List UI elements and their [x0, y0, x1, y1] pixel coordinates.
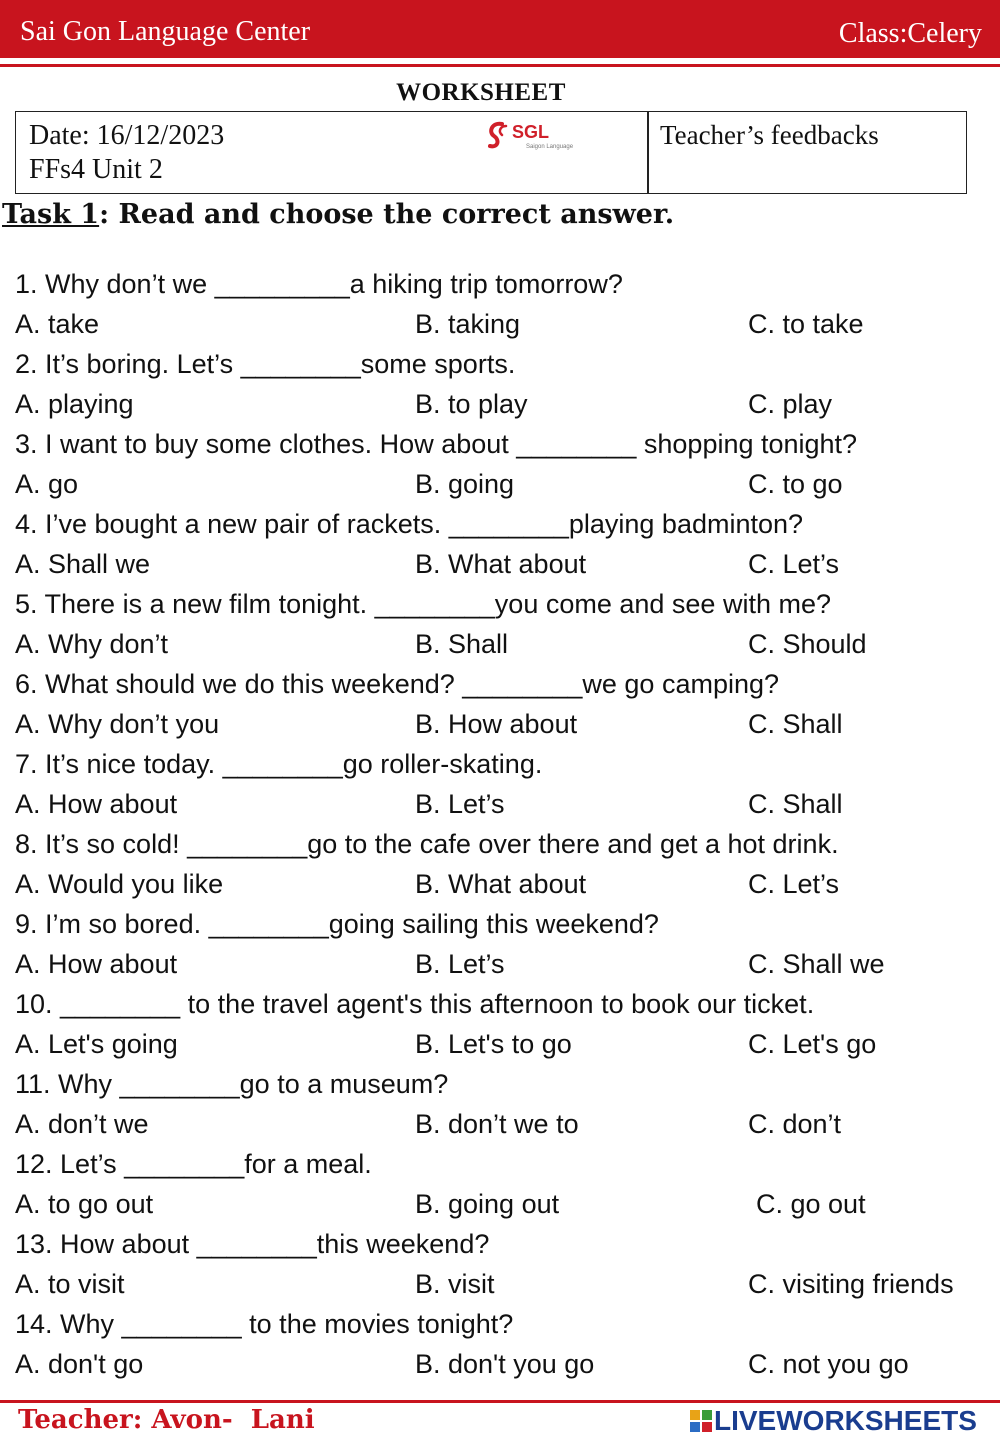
question-text: 3. I want to buy some clothes. How about ________ shopping tonight?: [15, 429, 858, 459]
worksheet-title: WORKSHEET: [396, 79, 566, 106]
info-box: [15, 111, 967, 194]
option-b[interactable]: B. going: [415, 469, 515, 499]
option-a[interactable]: A. Shall we: [15, 549, 151, 579]
sgl-logo: [486, 118, 586, 152]
answer-options: [15, 1264, 990, 1304]
option-c[interactable]: C. to go: [748, 469, 843, 499]
question-text: 4. I’ve bought a new pair of rackets. ________playing badminton?: [15, 509, 804, 539]
option-c[interactable]: C. Shall we: [748, 949, 885, 979]
question-text: 10. ________ to the travel agent's this afternoon to book our ticket.: [15, 989, 815, 1019]
question-text: 14. Why ________ to the movies tonight?: [15, 1309, 514, 1339]
answer-options: [15, 704, 990, 744]
option-a[interactable]: A. take: [15, 309, 100, 339]
question-text: 9. I’m so bored. ________going sailing this weekend?: [15, 909, 659, 939]
task-title: [2, 199, 674, 230]
question-text: 1. Why don’t we _________a hiking trip tomorrow?: [15, 269, 623, 299]
answer-options: [15, 304, 990, 344]
question-text: 13. How about ________this weekend?: [15, 1229, 490, 1259]
header-bar: [0, 0, 1000, 58]
answer-options: [15, 384, 990, 424]
info-divider: [647, 112, 649, 193]
option-c[interactable]: C. don’t: [748, 1109, 842, 1139]
answer-options: [15, 864, 990, 904]
answer-options: [15, 464, 990, 504]
answer-options: [15, 544, 990, 584]
liveworksheets-icon: [690, 1410, 712, 1432]
svg-text:SGL: SGL: [512, 122, 550, 142]
footer-divider: [0, 1400, 1000, 1403]
option-c[interactable]: C. Let’s: [748, 549, 840, 579]
option-b[interactable]: B. don't you go: [415, 1349, 595, 1379]
question-text: 8. It’s so cold! ________go to the cafe over there and get a hot drink.: [15, 829, 839, 859]
date-text: Date: 16/12/2023: [29, 120, 225, 151]
option-a[interactable]: A. playing: [15, 389, 134, 419]
option-a[interactable]: A. How about: [15, 789, 178, 819]
class-label: Class:Celery: [838, 18, 982, 49]
option-b[interactable]: B. What about: [415, 549, 587, 579]
option-c[interactable]: C. to take: [748, 309, 864, 339]
option-a[interactable]: A. Why don’t you: [15, 709, 220, 739]
option-a[interactable]: A. How about: [15, 949, 178, 979]
answer-options: [15, 1104, 990, 1144]
question-text: 11. Why ________go to a museum?: [15, 1069, 449, 1099]
option-a[interactable]: A. Would you like: [15, 869, 224, 899]
feedback-label: Teacher’s feedbacks: [660, 120, 879, 150]
option-b[interactable]: B. What about: [415, 869, 587, 899]
task-instruction: : Read and choose the correct answer.: [99, 199, 675, 230]
option-b[interactable]: B. Let's to go: [415, 1029, 572, 1059]
unit-text: FFs4 Unit 2: [29, 154, 163, 185]
answer-options: [15, 1344, 990, 1384]
answer-options: [15, 1024, 990, 1064]
option-a[interactable]: A. go: [15, 469, 79, 499]
header-divider: [0, 64, 1000, 67]
task-label: Task 1: [2, 199, 100, 230]
option-a[interactable]: A. don't go: [15, 1349, 144, 1379]
option-c[interactable]: C. go out: [756, 1189, 866, 1219]
question-text: 5. There is a new film tonight. ________you come and see with me?: [15, 589, 831, 619]
option-b[interactable]: B. visit: [415, 1269, 495, 1299]
option-a[interactable]: A. don’t we: [15, 1109, 149, 1139]
option-b[interactable]: B. Shall: [415, 629, 509, 659]
option-c[interactable]: C. Shall: [748, 709, 843, 739]
answer-options: [15, 944, 990, 984]
option-a[interactable]: A. to visit: [15, 1269, 125, 1299]
option-b[interactable]: B. to play: [415, 389, 528, 419]
question-text: 6. What should we do this weekend? ________we go camping?: [15, 669, 780, 699]
option-b[interactable]: B. Let’s: [415, 789, 505, 819]
option-b[interactable]: B. going out: [415, 1189, 560, 1219]
option-a[interactable]: A. Let's going: [15, 1029, 178, 1059]
answer-options: [15, 784, 990, 824]
svg-text:Saigon Language: Saigon Language: [526, 144, 574, 150]
question-text: 2. It’s boring. Let’s ________some sports.: [15, 349, 516, 379]
option-c[interactable]: C. visiting friends: [748, 1269, 954, 1299]
option-c[interactable]: C. Let's go: [748, 1029, 877, 1059]
option-c[interactable]: C. Let’s: [748, 869, 840, 899]
answer-options: [15, 624, 990, 664]
liveworksheets-text: LIVEWORKSHEETS: [714, 1405, 977, 1436]
option-b[interactable]: B. How about: [415, 709, 578, 739]
question-text: 12. Let’s ________for a meal.: [15, 1149, 372, 1179]
question-text: 7. It’s nice today. ________go roller-skating.: [15, 749, 543, 779]
option-c[interactable]: C. not you go: [748, 1349, 909, 1379]
option-c[interactable]: C. Should: [748, 629, 867, 659]
school-name: Sai Gon Language Center: [20, 16, 311, 47]
answer-options: [15, 1184, 990, 1224]
option-b[interactable]: B. don’t we to: [415, 1109, 579, 1139]
option-b[interactable]: B. taking: [415, 309, 521, 339]
option-a[interactable]: A. to go out: [15, 1189, 154, 1219]
option-c[interactable]: C. Shall: [748, 789, 843, 819]
teacher-name: Teacher: Avon- Lani: [18, 1405, 315, 1435]
question-list: [15, 264, 990, 1384]
option-a[interactable]: A. Why don’t: [15, 629, 169, 659]
option-c[interactable]: C. play: [748, 389, 833, 419]
option-b[interactable]: B. Let’s: [415, 949, 505, 979]
